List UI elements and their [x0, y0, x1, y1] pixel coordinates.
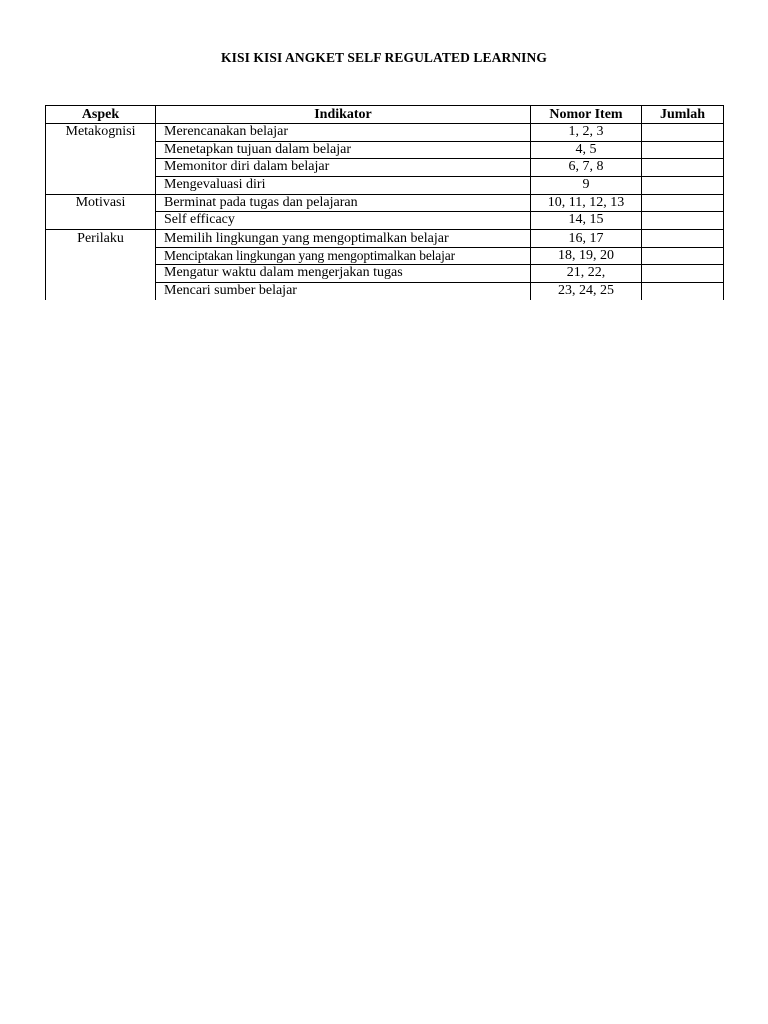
- indikator-cell: Mencari sumber belajar: [164, 283, 297, 298]
- indikator-cell: Menetapkan tujuan dalam belajar: [164, 142, 351, 157]
- indikator-cell: Merencanakan belajar: [164, 124, 288, 139]
- nomor-item-cell: 21, 22,: [566, 265, 606, 280]
- header-indikator: Indikator: [314, 107, 372, 122]
- nomor-item-cell: 4, 5: [575, 142, 597, 157]
- aspek-metakognisi: Metakognisi: [65, 124, 136, 139]
- nomor-item-cell: 23, 24, 25: [558, 283, 614, 298]
- indikator-cell: Self efficacy: [164, 212, 235, 227]
- header-nomor-item: Nomor Item: [549, 107, 623, 122]
- header-jumlah: Jumlah: [659, 107, 706, 122]
- table-divider-aspek: [155, 105, 156, 300]
- nomor-item-cell: 1, 2, 3: [568, 124, 604, 139]
- indikator-cell: Menciptakan lingkungan yang mengoptimalkan belajar: [164, 248, 455, 263]
- document-title: KISI KISI ANGKET SELF REGULATED LEARNING: [221, 50, 547, 65]
- table-divider-nomor: [641, 105, 642, 300]
- table-border-right: [723, 105, 724, 300]
- nomor-item-cell: 14, 15: [568, 212, 604, 227]
- indikator-cell: Memonitor diri dalam belajar: [164, 159, 330, 174]
- nomor-item-cell: 10, 11, 12, 13: [547, 195, 625, 210]
- indikator-cell: Mengevaluasi diri: [164, 177, 266, 192]
- nomor-item-cell: 9: [582, 177, 590, 192]
- nomor-item-cell: 6, 7, 8: [568, 159, 604, 174]
- nomor-item-cell: 18, 19, 20: [558, 248, 614, 263]
- indikator-cell: Mengatur waktu dalam mengerjakan tugas: [164, 265, 403, 280]
- header-aspek: Aspek: [81, 107, 120, 122]
- aspek-perilaku: Perilaku: [77, 231, 124, 246]
- aspek-motivasi: Motivasi: [75, 195, 126, 210]
- indikator-cell: Memilih lingkungan yang mengoptimalkan belajar: [164, 231, 449, 246]
- kisi-kisi-table: [45, 105, 724, 300]
- nomor-item-cell: 16, 17: [568, 231, 604, 246]
- indikator-cell: Berminat pada tugas dan pelajaran: [164, 195, 358, 210]
